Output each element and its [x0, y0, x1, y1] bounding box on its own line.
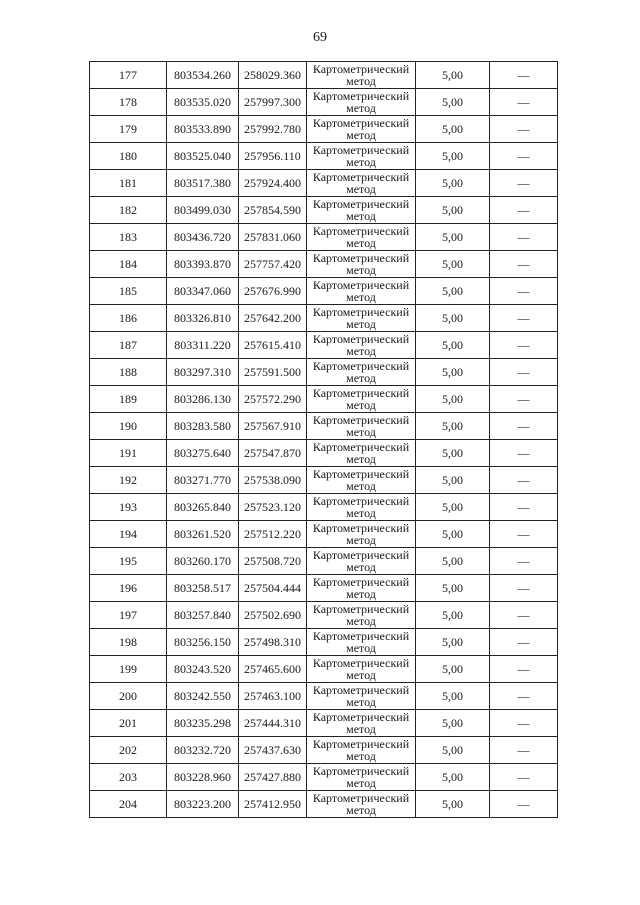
method-line-2: метод	[346, 533, 376, 547]
x-coordinate-cell: 803243.520	[167, 656, 239, 683]
x-coordinate-cell: 803286.130	[167, 386, 239, 413]
y-coordinate-cell: 257512.220	[239, 521, 307, 548]
method-line-1: Картометрический	[312, 197, 410, 211]
method-line-1: Картометрический	[312, 62, 410, 76]
method-line-1: Картометрический	[312, 224, 410, 238]
table-row	[90, 494, 558, 521]
method-line-1: Картометрический	[312, 575, 410, 589]
accuracy-cell: 5,00	[416, 386, 490, 413]
point-number-cell: 195	[90, 548, 167, 575]
table-row	[90, 413, 558, 440]
method-cell	[307, 116, 416, 143]
x-coordinate-cell: 803232.720	[167, 737, 239, 764]
method-line-2: метод	[346, 614, 376, 628]
method-cell	[307, 89, 416, 116]
point-number-cell: 203	[90, 764, 167, 791]
x-coordinate-cell: 803297.310	[167, 359, 239, 386]
point-number-cell: 180	[90, 143, 167, 170]
accuracy-cell: 5,00	[416, 575, 490, 602]
note-cell: —	[490, 791, 558, 818]
point-number-cell: 184	[90, 251, 167, 278]
method-line-2: метод	[346, 263, 376, 277]
note-cell: —	[490, 116, 558, 143]
table-row	[90, 467, 558, 494]
method-cell	[307, 413, 416, 440]
accuracy-cell: 5,00	[416, 791, 490, 818]
page-number: 69	[313, 30, 327, 45]
y-coordinate-cell: 257642.200	[239, 305, 307, 332]
method-line-2: метод	[346, 182, 376, 196]
method-cell	[307, 791, 416, 818]
y-coordinate-cell: 257831.060	[239, 224, 307, 251]
note-cell: —	[490, 575, 558, 602]
point-number-cell: 182	[90, 197, 167, 224]
y-coordinate-cell: 257615.410	[239, 332, 307, 359]
method-line-1: Картометрический	[312, 359, 410, 373]
table-row	[90, 629, 558, 656]
table-row	[90, 224, 558, 251]
accuracy-cell: 5,00	[416, 143, 490, 170]
x-coordinate-cell: 803256.150	[167, 629, 239, 656]
method-cell	[307, 197, 416, 224]
method-line-2: метод	[346, 641, 376, 655]
note-cell: —	[490, 737, 558, 764]
method-cell	[307, 737, 416, 764]
y-coordinate-cell: 257412.950	[239, 791, 307, 818]
accuracy-cell: 5,00	[416, 737, 490, 764]
note-cell: —	[490, 143, 558, 170]
accuracy-cell: 5,00	[416, 494, 490, 521]
accuracy-cell: 5,00	[416, 683, 490, 710]
y-coordinate-cell: 258029.360	[239, 62, 307, 89]
note-cell: —	[490, 278, 558, 305]
method-line-1: Картометрический	[312, 413, 410, 427]
accuracy-cell: 5,00	[416, 170, 490, 197]
accuracy-cell: 5,00	[416, 251, 490, 278]
method-line-1: Картометрический	[312, 467, 410, 481]
point-number-cell: 190	[90, 413, 167, 440]
accuracy-cell: 5,00	[416, 548, 490, 575]
y-coordinate-cell: 257427.880	[239, 764, 307, 791]
method-cell	[307, 710, 416, 737]
table-row	[90, 305, 558, 332]
method-line-1: Картометрический	[312, 791, 410, 805]
accuracy-cell: 5,00	[416, 656, 490, 683]
accuracy-cell: 5,00	[416, 602, 490, 629]
method-line-1: Картометрический	[312, 170, 410, 184]
x-coordinate-cell: 803534.260	[167, 62, 239, 89]
method-line-2: метод	[346, 722, 376, 736]
accuracy-cell: 5,00	[416, 413, 490, 440]
note-cell: —	[490, 197, 558, 224]
x-coordinate-cell: 803311.220	[167, 332, 239, 359]
method-cell	[307, 386, 416, 413]
method-cell	[307, 143, 416, 170]
accuracy-cell: 5,00	[416, 116, 490, 143]
method-cell	[307, 224, 416, 251]
note-cell: —	[490, 332, 558, 359]
method-cell	[307, 359, 416, 386]
method-line-2: метод	[346, 506, 376, 520]
method-line-2: метод	[346, 344, 376, 358]
note-cell: —	[490, 710, 558, 737]
x-coordinate-cell: 803265.840	[167, 494, 239, 521]
method-line-2: метод	[346, 425, 376, 439]
point-number-cell: 191	[90, 440, 167, 467]
y-coordinate-cell: 257567.910	[239, 413, 307, 440]
x-coordinate-cell: 803436.720	[167, 224, 239, 251]
method-cell	[307, 251, 416, 278]
coordinates-table	[89, 61, 558, 818]
table-row	[90, 62, 558, 89]
note-cell: —	[490, 413, 558, 440]
y-coordinate-cell: 257498.310	[239, 629, 307, 656]
y-coordinate-cell: 257523.120	[239, 494, 307, 521]
x-coordinate-cell: 803283.580	[167, 413, 239, 440]
method-line-2: метод	[346, 209, 376, 223]
method-line-2: метод	[346, 668, 376, 682]
method-line-1: Картометрический	[312, 143, 410, 157]
accuracy-cell: 5,00	[416, 62, 490, 89]
method-line-1: Картометрический	[312, 656, 410, 670]
accuracy-cell: 5,00	[416, 521, 490, 548]
method-line-1: Картометрический	[312, 89, 410, 103]
table-row	[90, 440, 558, 467]
point-number-cell: 192	[90, 467, 167, 494]
method-line-1: Картометрический	[312, 629, 410, 643]
method-line-2: метод	[346, 155, 376, 169]
method-line-2: метод	[346, 398, 376, 412]
method-line-1: Картометрический	[312, 710, 410, 724]
note-cell: —	[490, 305, 558, 332]
accuracy-cell: 5,00	[416, 764, 490, 791]
y-coordinate-cell: 257444.310	[239, 710, 307, 737]
table-row	[90, 332, 558, 359]
method-line-2: метод	[346, 560, 376, 574]
method-cell	[307, 575, 416, 602]
method-line-2: метод	[346, 290, 376, 304]
point-number-cell: 197	[90, 602, 167, 629]
method-line-2: метод	[346, 236, 376, 250]
point-number-cell: 177	[90, 62, 167, 89]
table-row	[90, 359, 558, 386]
method-cell	[307, 494, 416, 521]
x-coordinate-cell: 803275.640	[167, 440, 239, 467]
y-coordinate-cell: 257538.090	[239, 467, 307, 494]
note-cell: —	[490, 602, 558, 629]
y-coordinate-cell: 257508.720	[239, 548, 307, 575]
method-line-2: метод	[346, 317, 376, 331]
x-coordinate-cell: 803257.840	[167, 602, 239, 629]
point-number-cell: 193	[90, 494, 167, 521]
x-coordinate-cell: 803533.890	[167, 116, 239, 143]
method-line-1: Картометрический	[312, 116, 410, 130]
table-row	[90, 143, 558, 170]
point-number-cell: 189	[90, 386, 167, 413]
point-number-cell: 200	[90, 683, 167, 710]
y-coordinate-cell: 257676.990	[239, 278, 307, 305]
x-coordinate-cell: 803242.550	[167, 683, 239, 710]
method-cell	[307, 467, 416, 494]
method-cell	[307, 62, 416, 89]
method-line-2: метод	[346, 101, 376, 115]
point-number-cell: 198	[90, 629, 167, 656]
accuracy-cell: 5,00	[416, 467, 490, 494]
point-number-cell: 181	[90, 170, 167, 197]
table-row	[90, 656, 558, 683]
method-cell	[307, 305, 416, 332]
table-row	[90, 386, 558, 413]
point-number-cell: 187	[90, 332, 167, 359]
method-line-1: Картометрический	[312, 602, 410, 616]
method-line-2: метод	[346, 479, 376, 493]
table-row	[90, 170, 558, 197]
method-line-2: метод	[346, 776, 376, 790]
method-line-2: метод	[346, 74, 376, 88]
method-line-1: Картометрический	[312, 440, 410, 454]
method-line-1: Картометрический	[312, 386, 410, 400]
method-cell	[307, 683, 416, 710]
note-cell: —	[490, 494, 558, 521]
point-number-cell: 201	[90, 710, 167, 737]
y-coordinate-cell: 257547.870	[239, 440, 307, 467]
note-cell: —	[490, 359, 558, 386]
x-coordinate-cell: 803535.020	[167, 89, 239, 116]
y-coordinate-cell: 257572.290	[239, 386, 307, 413]
method-line-2: метод	[346, 749, 376, 763]
x-coordinate-cell: 803223.200	[167, 791, 239, 818]
accuracy-cell: 5,00	[416, 359, 490, 386]
point-number-cell: 199	[90, 656, 167, 683]
method-line-1: Картометрический	[312, 764, 410, 778]
method-cell	[307, 332, 416, 359]
y-coordinate-cell: 257591.500	[239, 359, 307, 386]
table-row	[90, 737, 558, 764]
accuracy-cell: 5,00	[416, 440, 490, 467]
note-cell: —	[490, 170, 558, 197]
method-cell	[307, 521, 416, 548]
y-coordinate-cell: 257502.690	[239, 602, 307, 629]
x-coordinate-cell: 803517.380	[167, 170, 239, 197]
y-coordinate-cell: 257504.444	[239, 575, 307, 602]
x-coordinate-cell: 803258.517	[167, 575, 239, 602]
point-number-cell: 204	[90, 791, 167, 818]
x-coordinate-cell: 803228.960	[167, 764, 239, 791]
method-cell	[307, 656, 416, 683]
y-coordinate-cell: 257437.630	[239, 737, 307, 764]
accuracy-cell: 5,00	[416, 278, 490, 305]
table-row	[90, 710, 558, 737]
accuracy-cell: 5,00	[416, 629, 490, 656]
method-line-1: Картометрический	[312, 494, 410, 508]
accuracy-cell: 5,00	[416, 224, 490, 251]
method-cell	[307, 170, 416, 197]
method-line-1: Картометрический	[312, 305, 410, 319]
x-coordinate-cell: 803260.170	[167, 548, 239, 575]
point-number-cell: 188	[90, 359, 167, 386]
table-row	[90, 764, 558, 791]
note-cell: —	[490, 521, 558, 548]
y-coordinate-cell: 257997.300	[239, 89, 307, 116]
table-row	[90, 116, 558, 143]
accuracy-cell: 5,00	[416, 197, 490, 224]
method-cell	[307, 548, 416, 575]
table-row	[90, 548, 558, 575]
coordinates-table-body	[90, 62, 558, 818]
point-number-cell: 194	[90, 521, 167, 548]
method-cell	[307, 764, 416, 791]
method-line-1: Картометрический	[312, 683, 410, 697]
note-cell: —	[490, 251, 558, 278]
note-cell: —	[490, 629, 558, 656]
note-cell: —	[490, 386, 558, 413]
accuracy-cell: 5,00	[416, 89, 490, 116]
method-line-1: Картометрический	[312, 521, 410, 535]
accuracy-cell: 5,00	[416, 710, 490, 737]
point-number-cell: 186	[90, 305, 167, 332]
table-row	[90, 89, 558, 116]
x-coordinate-cell: 803499.030	[167, 197, 239, 224]
x-coordinate-cell: 803525.040	[167, 143, 239, 170]
x-coordinate-cell: 803326.810	[167, 305, 239, 332]
method-line-1: Картометрический	[312, 548, 410, 562]
table-row	[90, 575, 558, 602]
x-coordinate-cell: 803235.298	[167, 710, 239, 737]
method-cell	[307, 278, 416, 305]
method-line-1: Картометрический	[312, 278, 410, 292]
note-cell: —	[490, 62, 558, 89]
method-line-2: метод	[346, 452, 376, 466]
table-row	[90, 521, 558, 548]
note-cell: —	[490, 89, 558, 116]
table-row	[90, 197, 558, 224]
x-coordinate-cell: 803393.870	[167, 251, 239, 278]
note-cell: —	[490, 656, 558, 683]
y-coordinate-cell: 257757.420	[239, 251, 307, 278]
method-line-2: метод	[346, 128, 376, 142]
table-row	[90, 602, 558, 629]
table-row	[90, 251, 558, 278]
point-number-cell: 196	[90, 575, 167, 602]
y-coordinate-cell: 257854.590	[239, 197, 307, 224]
note-cell: —	[490, 683, 558, 710]
y-coordinate-cell: 257924.400	[239, 170, 307, 197]
method-cell	[307, 629, 416, 656]
point-number-cell: 179	[90, 116, 167, 143]
table-row	[90, 278, 558, 305]
point-number-cell: 185	[90, 278, 167, 305]
y-coordinate-cell: 257465.600	[239, 656, 307, 683]
x-coordinate-cell: 803347.060	[167, 278, 239, 305]
x-coordinate-cell: 803261.520	[167, 521, 239, 548]
note-cell: —	[490, 764, 558, 791]
x-coordinate-cell: 803271.770	[167, 467, 239, 494]
method-line-2: метод	[346, 803, 376, 817]
table-row	[90, 683, 558, 710]
accuracy-cell: 5,00	[416, 305, 490, 332]
method-line-2: метод	[346, 371, 376, 385]
point-number-cell: 202	[90, 737, 167, 764]
method-line-1: Картометрический	[312, 737, 410, 751]
method-line-2: метод	[346, 695, 376, 709]
point-number-cell: 178	[90, 89, 167, 116]
note-cell: —	[490, 224, 558, 251]
y-coordinate-cell: 257463.100	[239, 683, 307, 710]
table-row	[90, 791, 558, 818]
method-line-2: метод	[346, 587, 376, 601]
note-cell: —	[490, 548, 558, 575]
method-cell	[307, 440, 416, 467]
y-coordinate-cell: 257992.780	[239, 116, 307, 143]
method-cell	[307, 602, 416, 629]
y-coordinate-cell: 257956.110	[239, 143, 307, 170]
accuracy-cell: 5,00	[416, 332, 490, 359]
method-line-1: Картометрический	[312, 332, 410, 346]
point-number-cell: 183	[90, 224, 167, 251]
method-line-1: Картометрический	[312, 251, 410, 265]
note-cell: —	[490, 440, 558, 467]
note-cell: —	[490, 467, 558, 494]
